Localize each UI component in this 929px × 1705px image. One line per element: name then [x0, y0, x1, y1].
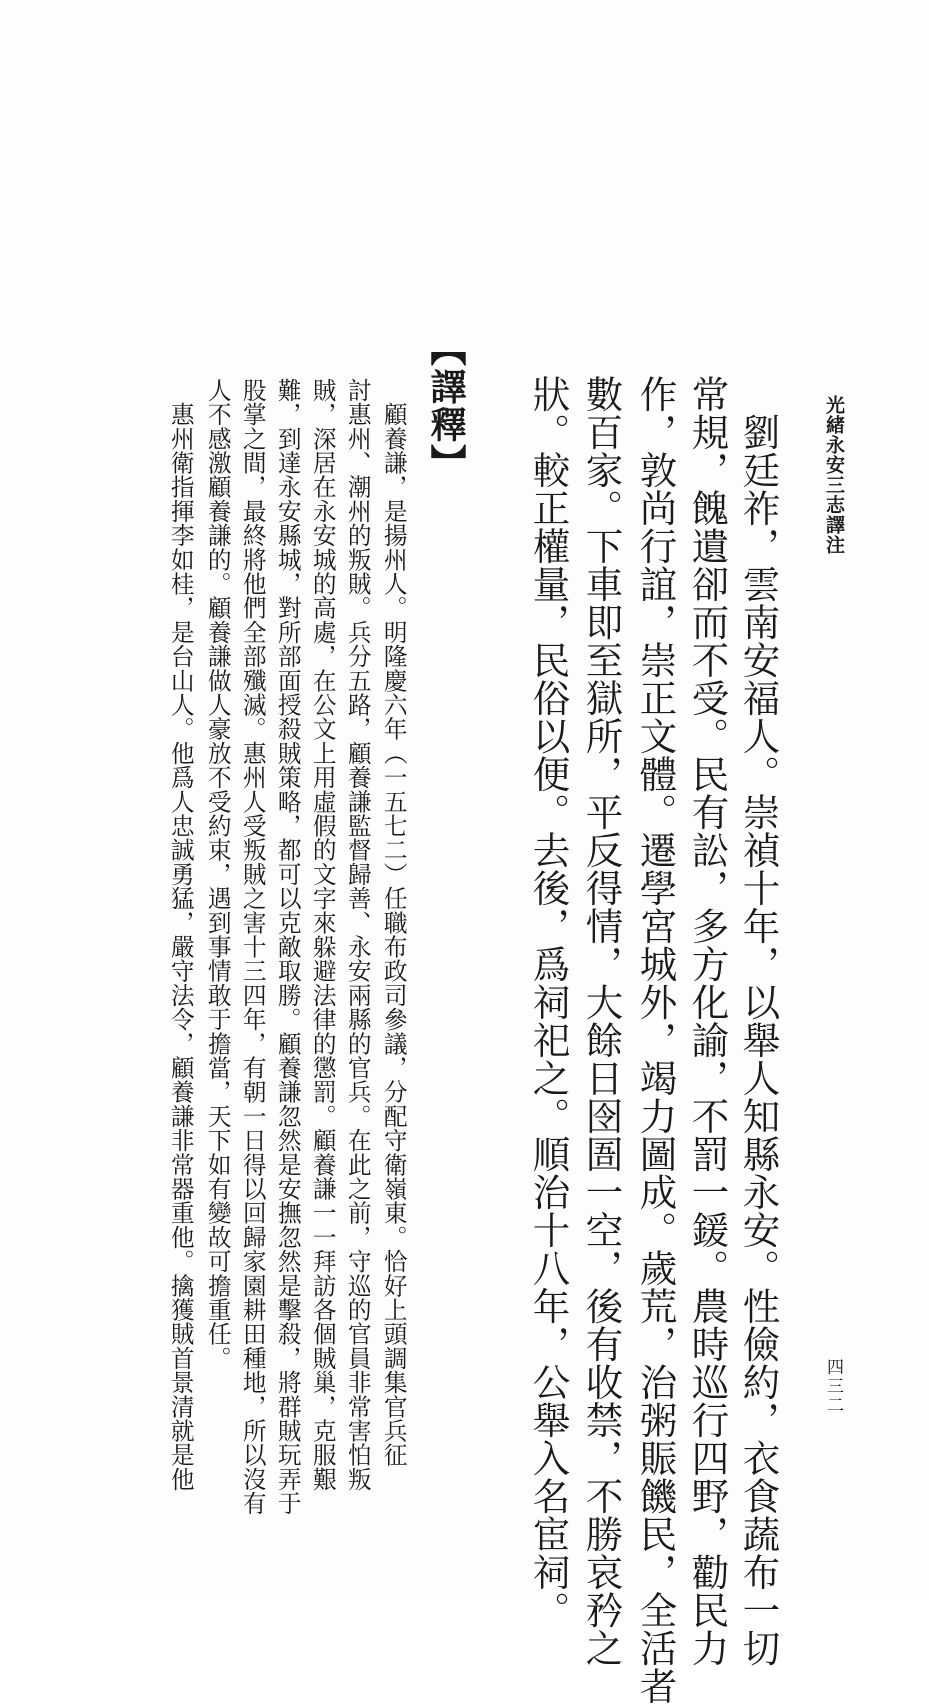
running-header-title: 光緒永安三志譯注 — [823, 395, 845, 555]
main-text-column-5: 狀。較正權量，民俗以便。去後，爲祠祀之。順治十八年，公舉入名宦祠。 — [526, 375, 571, 1629]
translation-column-7: 惠州衛指揮李如桂，是台山人。他爲人忠誠勇猛，嚴守法令，顧養謙非常器重他。擒獲賊首景清就是他 — [166, 378, 195, 1492]
main-text-column-3: 作，敦尚行誼，崇正文體。遷學宮城外，竭力圖成。歲荒，治粥賑饑民，全活者 — [633, 375, 678, 1705]
main-text-column-1: 劉廷祚，雲南安福人。崇禎十年，以舉人知縣永安。性儉約，衣食蔬布一切 — [736, 375, 781, 1667]
section-heading: 【譯釋】 — [425, 330, 467, 482]
translation-column-3: 賊，深居在永安城的高處，在公文上用虛假的文字來躲避法律的懲罰。顧養謙一一拜訪各個賊巢，克服艱 — [308, 378, 337, 1492]
translation-column-4: 難，到達永安縣城，對所部面授殺賊策略，都可以克敵取勝。顧養謙忽然是安撫忽然是擊殺，將群賊玩弄于 — [273, 378, 302, 1516]
main-text-column-2: 常規，餽遺卻而不受。民有訟，多方化諭，不罰一鍰。農時巡行四野，勸民力 — [685, 375, 730, 1667]
translation-column-2: 討惠州、潮州的叛賊。兵分五路，顧養謙監督歸善、永安兩縣的官兵。在此之前，守巡的官員非常害怕叛 — [343, 378, 372, 1492]
translation-column-1: 顧養謙，是揚州人。明隆慶六年（一五七二）任職布政司參議，分配守衛嶺東。恰好上頭調集官兵征 — [379, 378, 408, 1467]
translation-column-6: 人不感激顧養謙的。顧養謙做人豪放不受約束，遇到事情敢于擔當，天下如有變故可擔重任。 — [203, 378, 232, 1371]
page-number: 四三二 — [823, 1358, 843, 1415]
main-text-column-4: 數百家。下車即至獄所，平反得情，大餘日囹圄一空，後有收禁，不勝哀矜之 — [579, 375, 624, 1667]
translation-column-5: 股掌之間，最終將他們全部殲滅。惠州人受叛賊之害十三四年，有朝一日得以回歸家園耕田種地，所以沒有 — [238, 378, 267, 1516]
